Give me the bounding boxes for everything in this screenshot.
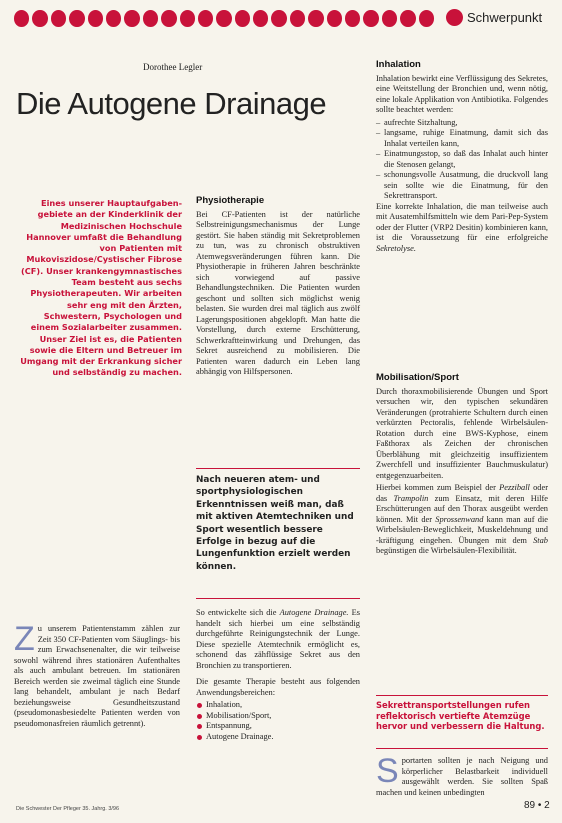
mobil-t2-pre: Hierbei kommen zum Beispiel der: [376, 483, 500, 492]
header-dot-icon: [124, 10, 139, 27]
autogene-text-em: Autogene Drainage.: [279, 608, 349, 617]
header-dot-icon: [382, 10, 397, 27]
patients-text: [14, 620, 180, 729]
header-dot-icon: [216, 10, 231, 27]
section-rubric: [446, 9, 542, 26]
header-dot-icon: [161, 10, 176, 27]
inhalation-list: [376, 118, 548, 202]
header-dot-icon: [363, 10, 378, 27]
subhead-rule-top: [376, 695, 548, 696]
mobil-t2-em1: Pezziball: [499, 483, 530, 492]
pullquote-rule-top: [196, 468, 360, 469]
header-dot-icon: [235, 10, 250, 27]
mobilisation-column: [376, 373, 548, 559]
mobil-t2-mid2: zum Einsatz, mit deren Hilfe Erschütterungen auf den Thorax ausgeübt werden können. Mit der: [376, 493, 548, 524]
header-dot-icon: [253, 10, 268, 27]
header-dot-icon: [14, 10, 29, 27]
list-item: – schonungsvolle Ausatmung, die druckvoll lang sein sollte wie die Einatmung, für den Sekrettransport.: [376, 170, 548, 202]
inhalation-column: [376, 60, 548, 256]
header-dot-band: [14, 10, 434, 30]
mobil-t2-em4: Stab: [533, 535, 548, 545]
header-dot-icon: [106, 10, 121, 27]
list-item: – langsame, ruhige Einatmung, damit sich das Inhalat verteilen kann,: [376, 128, 548, 149]
article-title: Die Autogene Drainage: [16, 86, 327, 121]
autogene-column: [196, 608, 360, 742]
autogene-text-post: Es handelt sich hierbei um eine selbständig durchgeführte Reinigungstechnik der Lunge. Diese spezielle Atemtechnik ermöglicht es, schonend das zähflüssige Sekret aus den Bronchien zu transportieren.: [196, 608, 361, 670]
dropcap-s: S: [376, 752, 399, 790]
list-item: – Einatmungsstop, so daß das Inhalat auch hinter die Stenosen gelangt,: [376, 149, 548, 170]
mobilisation-text-1: Durch thoraxmobilisierende Übungen und Sport versuchen wir, den typischen sekundären Veränderungen (protrahierte Schultern durch einen verkürzten Pectoralis, fehlende Wirbelsäulen-Rotation durch eine BWS-Kyphose, einem Faßthorax als Zeichen der chronischen Überblähung mit gleichzeitig insuffizientem Zwerchfell und insuffizienter Bauchmuskulatur) entgegenzuarbeiten.: [376, 386, 548, 480]
red-subhead: Sekrettransportstellungen rufen reflektorisch vertiefte Atemzüge hervor und verbessern die Haltung.: [376, 700, 545, 732]
physiotherapy-text: Bei CF-Patienten ist der natürliche Selbstreinigungsmechanismus der Lunge gestört. Sie haben ständig mit Sekretproblemen zu tun, was zu chronisch obstruktiven Atemwegsveränderungen führen kann. Die Physiotherapie in früheren Jahren beschränkte sich vorwiegend auf passive Behandlungstechniken. Die Patienten wurden geschont und sollten sich möglichst wenig belasten. Sie wurden drei mal täglich aus zwölf Lagerungspositionen abgeklopft. Man hatte die Vorstellung, durch externe Erschütterung, Schwerkraftteinwirkung und Drehungen, das Sekret ausreichend zu mobilisieren. Die Patienten waren dadurch ein Leben lang abhängig von Hilfspersonen.: [196, 209, 360, 376]
inhalation-combo-em: Sekretolyse.: [376, 243, 416, 253]
therapy-list: [196, 700, 360, 742]
pullquote-rule-bottom: [196, 598, 360, 599]
physiotherapy-column: [196, 196, 360, 380]
mobil-t2-post: begünstigen die Wirbelsäulen-Flexibilität.: [376, 546, 517, 555]
header-dot-icon: [51, 10, 66, 27]
dropcap-z: Z: [14, 620, 35, 658]
header-dot-icon: [419, 10, 434, 27]
inhalation-combo-pre: Eine korrekte Inhalation, die man teilweise auch mit Ausatemhilfsmitteln wie dem Pari-Pep-System oder der Flutter (VRP2 Desitin) kombinieren kann, ist die Voraussetzung für eine erfolgreiche: [376, 201, 548, 242]
header-dot-icon: [88, 10, 103, 27]
header-dot-icon: [400, 10, 415, 27]
header-dot-icon: [143, 10, 158, 27]
physiotherapy-heading: Physiotherapie: [196, 195, 265, 206]
sport-column: [376, 752, 548, 800]
sport-text-body: portarten sollten je nach Neigung und körperlicher Belastbarkeit individuell ausgewählt werden. Sie sollten Spaß machen und keinen unbedingten: [376, 756, 548, 797]
footer-source: Die Schwester Der Pfleger 35. Jahrg. 3/96: [16, 806, 120, 812]
list-item: Inhalation,: [196, 700, 360, 711]
mobil-t2-em2: Trampolin: [393, 493, 429, 503]
pull-quote: Nach neueren atem- und sportphysiologischen Erkenntnissen weiß man, daß mit aktiven Atemtechniken und Sport wesentlich bessere Erfolge in bezug auf die Lungenfunktion erzielt werden können.: [196, 475, 354, 572]
mobil-t2-em3: Sprossenwand: [435, 514, 484, 524]
list-item: – aufrechte Sitzhaltung,: [376, 118, 548, 129]
header-dot-icon: [69, 10, 84, 27]
mobilisation-heading: Mobilisation/Sport: [376, 372, 459, 383]
header-dot-icon: [290, 10, 305, 27]
inhalation-combo: [376, 202, 548, 255]
autogene-text-pre: So entwickelte sich die: [196, 608, 280, 617]
header-dot-icon: [327, 10, 342, 27]
list-item: Mobilisation/Sport,: [196, 711, 360, 722]
inhalation-intro: Inhalation bewirkt eine Verflüssigung des Sekretes, eine Weitstellung der Bronchien und, wenn nötig, eine lokale Applikation von Antibiotika. Folgendes sollte beachtet werden:: [376, 73, 548, 114]
autogene-text: [196, 608, 360, 671]
patients-column: [14, 620, 180, 731]
patients-text-body: u unserem Patientenstamm zählen zur Zeit 350 CF-Patienten vom Säuglings- bis zum Erwachsenenalter, die wir teilweise sowohl während ihres stationären Aufenthaltes als auch ambulant betreuen. Im stationären Bereich werden sie zweimal täglich eine Stunde lang behandelt, ambulant je nach Bedarf beziehungsweise Gesundheitszustand (pseudomonasbesiedelte Patienten werden von pseudomonasfreien räumlich getrennt).: [14, 624, 180, 728]
header-dot-icon: [32, 10, 47, 27]
article-lead: Eines unserer Hauptaufgaben-gebiete an der Kinderklinik der Medizinischen Hochschule Hannover umfaßt die Behandlung von Patienten mit Mukoviszidose/Cystischer Fibrose (CF). Unser krankengymnastisches Team besteht aus sechs Physiotherapeuten. Wir arbeiten sehr eng mit den Ärzten, Schwestern, Psychologen und einem Sozialarbeiter zusammen. Unser Ziel ist es, die Patienten sowie die Eltern und Betreuer im Umgang mit der Erkrankung sicher und selbständig zu machen.: [20, 198, 182, 378]
list-item: Entspannung,: [196, 721, 360, 732]
list-item: Autogene Drainage.: [196, 732, 360, 743]
header-dot-icon: [308, 10, 323, 27]
rubric-dot-icon: [446, 9, 463, 26]
article-author: Dorothee Legler: [143, 62, 203, 72]
sport-text: [376, 752, 548, 798]
header-dot-icon: [180, 10, 195, 27]
header-dot-icon: [345, 10, 360, 27]
inhalation-heading: Inhalation: [376, 59, 421, 70]
therapy-intro: Die gesamte Therapie besteht aus folgenden Anwendungsbereichen:: [196, 677, 360, 697]
mobil-t2-mid1: oder das: [376, 483, 548, 503]
section-label: Schwerpunkt: [467, 10, 543, 25]
mobil-t2-mid3: kann man auf die Wirbelsäulen-Beweglichkeit, Muskeldehnung und -kräftigung eingehen. Übungen mit dem: [376, 514, 549, 545]
header-dot-icon: [198, 10, 213, 27]
subhead-rule-bottom: [376, 748, 548, 749]
header-dot-icon: [271, 10, 286, 27]
page-number: 89 • 2: [524, 800, 550, 811]
mobilisation-text-2: [376, 483, 548, 557]
